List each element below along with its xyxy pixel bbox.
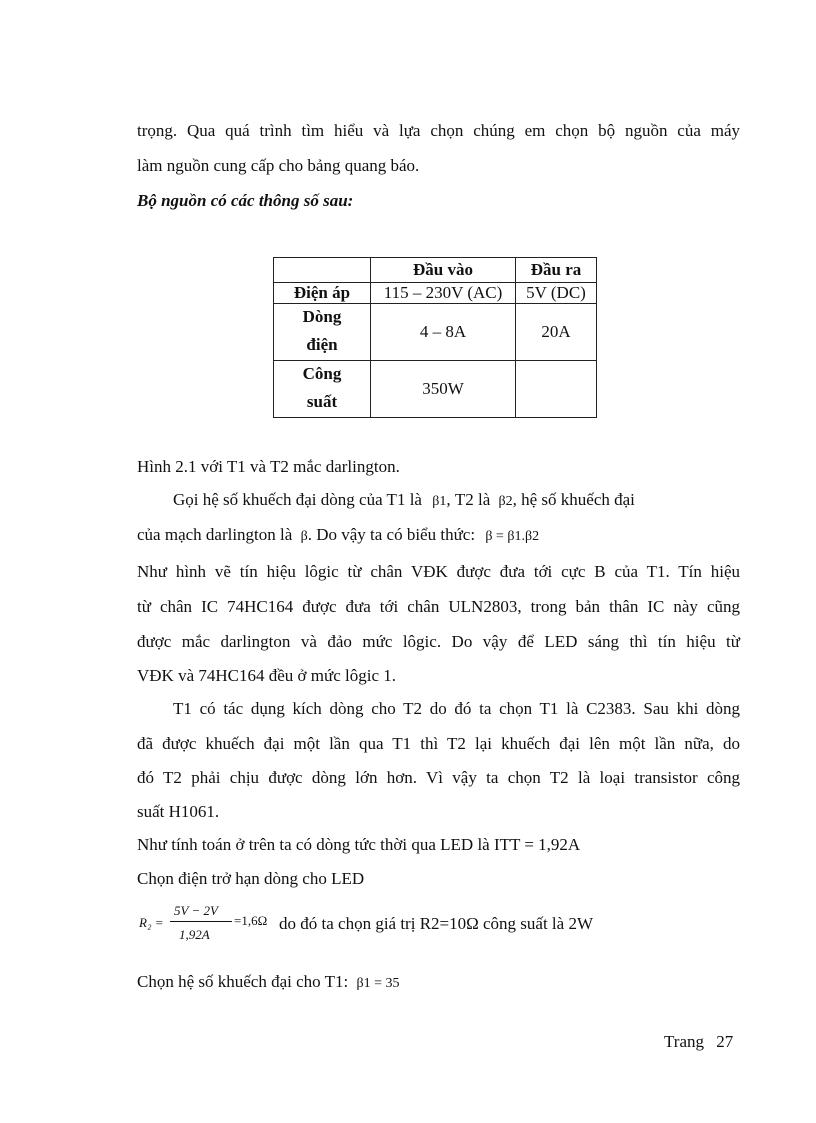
paragraph-line: làm nguồn cung cấp cho bảng quang báo. xyxy=(137,156,420,175)
equation-numerator: 5V − 2V xyxy=(174,903,218,918)
text-run: của mạch darlington là xyxy=(137,525,293,544)
row-label-line: Công xyxy=(302,364,342,383)
row-label-line: suất xyxy=(306,392,338,411)
power-supply-spec-table xyxy=(273,257,597,418)
paragraph-line: suất H1061. xyxy=(137,802,220,821)
text-run: . Do vậy ta có biểu thức: xyxy=(307,525,476,544)
paragraph-line: Chọn điện trở hạn dòng cho LED xyxy=(137,869,365,888)
table-row xyxy=(274,283,597,304)
page-footer xyxy=(664,1031,733,1053)
darlington-formula: β = β1.β2 xyxy=(485,529,540,544)
table-row xyxy=(274,361,597,418)
beta1-value: β1 = 35 xyxy=(356,976,400,991)
row-label: Điện áp xyxy=(274,283,371,304)
text-run: , T2 là xyxy=(446,490,491,509)
table-cell: 115 – 230V (AC) xyxy=(371,283,516,304)
paragraph-line: Như hình vẽ tín hiệu lôgic từ chân VĐK được đưa tới cực B của T1. Tín hiệu xyxy=(137,562,740,581)
row-label xyxy=(274,361,371,418)
paragraph-line: đã được khuếch đại một lần qua T1 thì T2 lại khuếch đại lên một lần nữa, do xyxy=(137,734,740,753)
paragraph-line xyxy=(173,489,635,513)
table-cell: 350W xyxy=(371,361,516,418)
section-heading: Bộ nguồn có các thông số sau: xyxy=(137,191,354,210)
paragraph-line: được mắc darlington và đảo mức lôgic. Do vậy để LED sáng thì tín hiệu từ xyxy=(137,632,740,651)
column-header-output: Đầu ra xyxy=(516,258,597,283)
row-label-line: Dòng xyxy=(302,307,342,326)
paragraph-line: Như tính toán ở trên ta có dòng tức thời qua LED là ITT = 1,92A xyxy=(137,835,581,854)
table-cell xyxy=(516,361,597,418)
table-cell: 5V (DC) xyxy=(516,283,597,304)
fraction-bar xyxy=(170,921,232,922)
paragraph-line xyxy=(137,971,400,995)
paragraph-line xyxy=(137,524,539,548)
text-run: , hệ số khuếch đại xyxy=(512,490,635,509)
page-label: Trang xyxy=(664,1032,704,1051)
table-header-row xyxy=(274,258,597,283)
table-cell: 20A xyxy=(516,304,597,361)
equation-denominator: 1,92A xyxy=(179,927,210,942)
equation-rhs: =1,6Ω xyxy=(234,913,268,928)
page-number: 27 xyxy=(716,1032,734,1051)
text-run: Chọn hệ số khuếch đại cho T1: xyxy=(137,972,349,991)
paragraph-line: do đó ta chọn giá trị R2=10Ω công suất là 2W xyxy=(279,914,593,933)
paragraph-line: từ chân IC 74HC164 được đưa tới chân ULN2803, trong bản thân IC này cũng xyxy=(137,597,740,616)
beta2-symbol: β2 xyxy=(498,494,513,509)
paragraph-line: T1 có tác dụng kích dòng cho T2 do đó ta chọn T1 là C2383. Sau khi dòng xyxy=(173,699,740,718)
table-cell: 4 – 8A xyxy=(371,304,516,361)
paragraph-line: trọng. Qua quá trình tìm hiểu và lựa chọn chúng em chọn bộ nguồn của máy xyxy=(137,121,740,140)
column-header-input: Đầu vào xyxy=(371,258,516,283)
row-label-line: điện xyxy=(306,335,338,354)
beta-symbol: β xyxy=(300,529,308,544)
beta1-symbol: β1 xyxy=(432,494,447,509)
paragraph-line: đó T2 phải chịu được dòng lớn hơn. Vì vậy ta chọn T2 là loại transistor công xyxy=(137,768,740,787)
paragraph-line: VĐK và 74HC164 đều ở mức lôgic 1. xyxy=(137,666,397,685)
table-corner-cell xyxy=(274,258,371,283)
figure-caption: Hình 2.1 với T1 và T2 mắc darlington. xyxy=(137,457,400,476)
text-run: Gọi hệ số khuếch đại dòng của T1 là xyxy=(173,490,422,509)
row-label xyxy=(274,304,371,361)
equation-lhs: R₂ = xyxy=(139,915,164,930)
table-row xyxy=(274,304,597,361)
